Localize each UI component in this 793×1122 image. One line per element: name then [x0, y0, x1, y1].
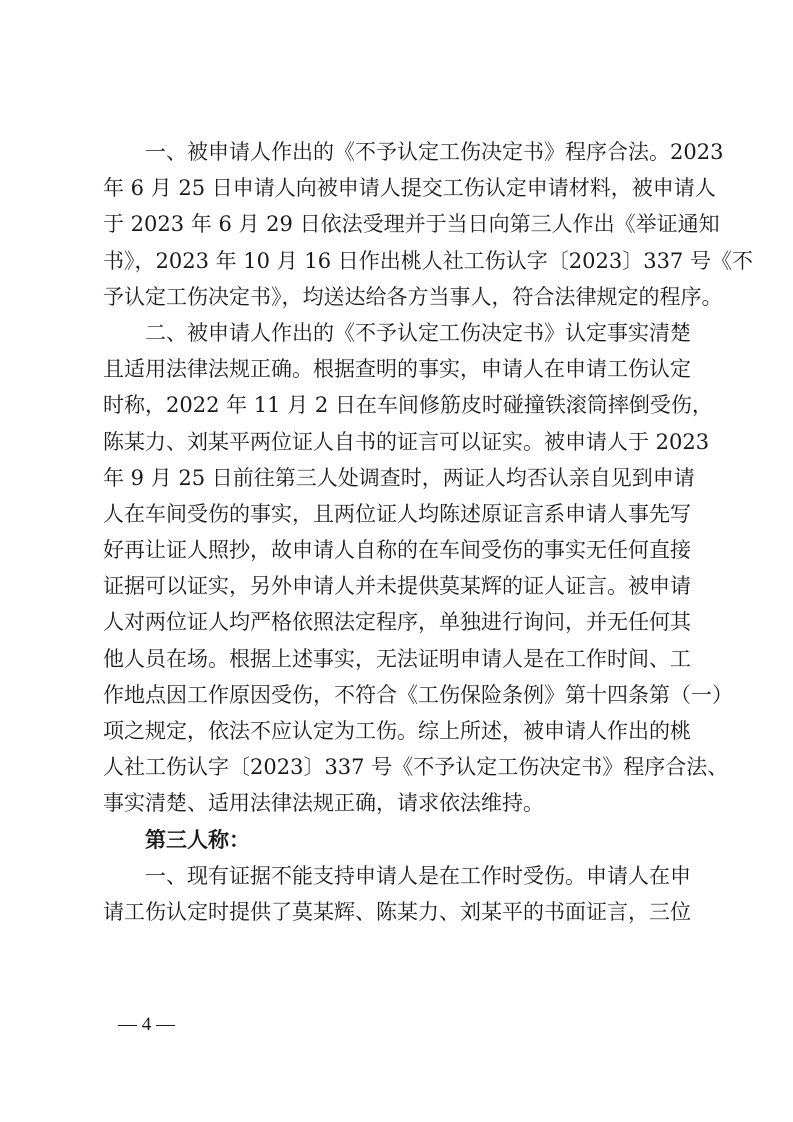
text-line: 一、现有证据不能支持申请人是在工作时受伤。申请人在申 [145, 863, 691, 888]
document-body [103, 134, 753, 930]
text-line: 时称，2022 年 11 月 2 日在车间修筋皮时碰撞铁滚筒摔倒受伤， [103, 393, 713, 418]
text-line: 陈某力、刘某平两位证人自书的证言可以证实。被申请人于 2023 [103, 429, 710, 454]
text-line: 予认定工伤决定书》，均送达给各方当事人，符合法律规定的程序。 [103, 284, 723, 309]
text-line: 请工伤认定时提供了莫某辉、陈某力、刘某平的书面证言，三位 [103, 899, 691, 924]
text-line: 项之规定，依法不应认定为工伤。综上所述，被申请人作出的桃 [103, 719, 691, 743]
text-line: 二、被申请人作出的《不予认定工伤决定书》认定事实清楚 [145, 320, 691, 345]
text-line: 作地点因工作原因受伤，不符合《工伤保险条例》第十四条第（一） [103, 682, 733, 707]
page-number: — 4 — [118, 1014, 175, 1035]
section-heading [103, 822, 691, 858]
text-line: 年 6 月 25 日申请人向被申请人提交工伤认定申请材料，被申请人 [103, 176, 716, 201]
text-line: 好再让证人照抄，故申请人自称的在车间受伤的事实无任何直接 [103, 538, 691, 563]
text-line: 于 2023 年 6 月 29 日依法受理并于当日向第三人作出《举证通知 [103, 212, 720, 237]
text-line: 年 9 月 25 日前往第三人处调查时，两证人均否认亲自见到申请 [103, 465, 695, 490]
text-line: 一、被申请人作出的《不予认定工伤决定书》程序合法。2023 [145, 140, 724, 164]
text-line: 证据可以证实，另外申请人并未提供莫某辉的证人证言。被申请 [103, 574, 691, 599]
text-line: 人在车间受伤的事实，且两位证人均陈述原证言系申请人事先写 [103, 501, 691, 526]
text-line: 事实清楚、适用法律法规正确，请求依法维持。 [103, 791, 544, 816]
text-line: 人社工伤认字〔2023〕337 号《不予认定工伤决定书》程序合法、 [103, 755, 729, 780]
paragraph [103, 315, 733, 822]
paragraph [103, 858, 691, 930]
text-line: 第三人称： [145, 827, 250, 852]
text-line: 且适用法律法规正确。根据查明的事实，申请人在申请工伤认定 [103, 357, 691, 382]
text-line: 他人员在场。根据上述事实，无法证明申请人是在工作时间、工 [103, 646, 691, 671]
text-line: 书》，2023 年 10 月 16 日作出桃人社工伤认字〔2023〕337 号《不 [103, 248, 753, 273]
text-line: 人对两位证人均严格依照法定程序，单独进行询问，并无任何其 [103, 610, 691, 635]
paragraph [103, 134, 753, 315]
